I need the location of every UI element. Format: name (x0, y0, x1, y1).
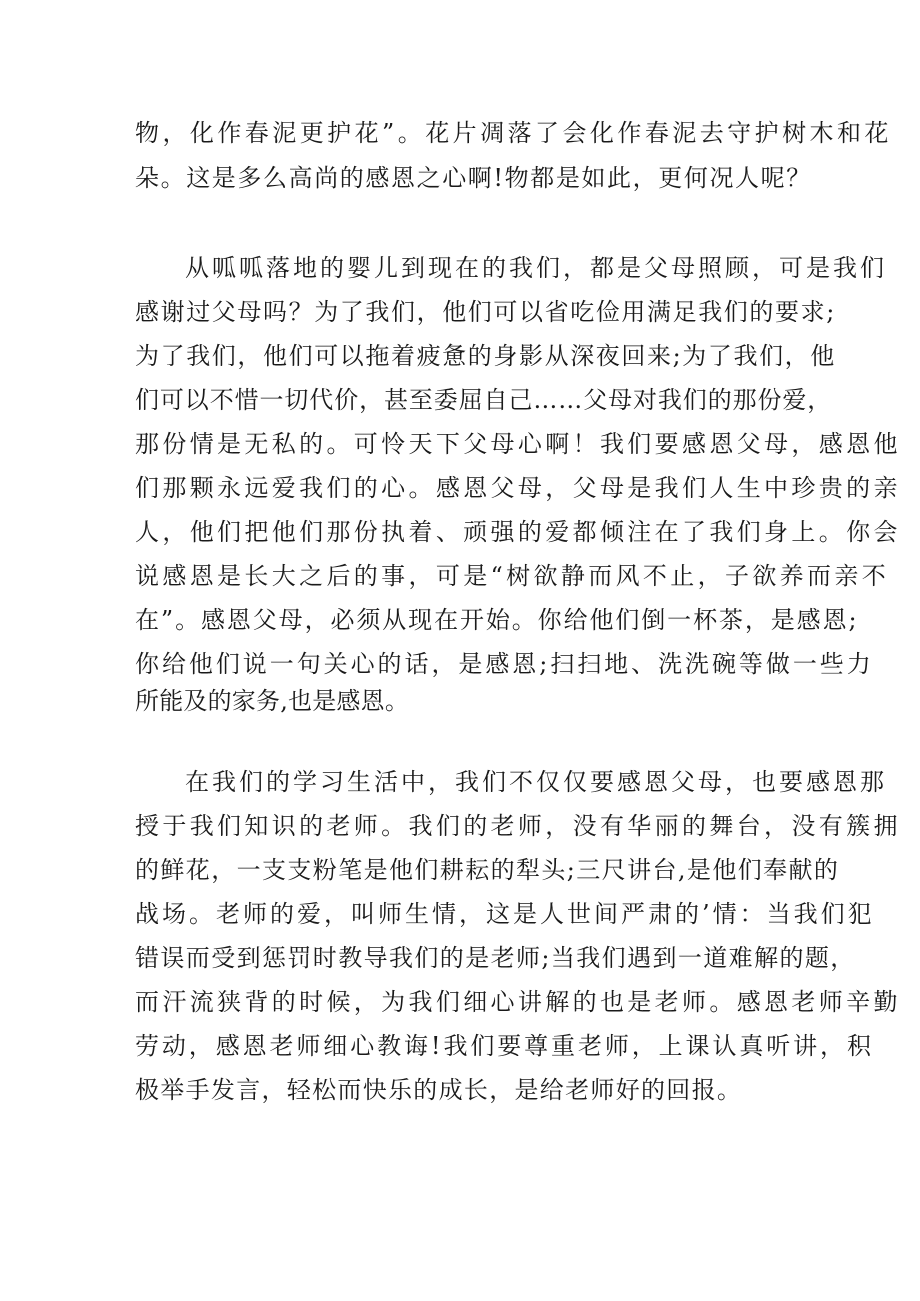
text-line: 为了我们，他们可以拖着疲惫的身影从深夜回来;为了我们，他 (135, 342, 836, 370)
text-line: 授于我们知识的老师。我们的老师，没有华丽的舞台，没有簇拥 (135, 812, 901, 840)
text-line: 物，化作春泥更护花”。花片凋落了会化作春泥去守护树木和花 (135, 119, 892, 147)
text-line: 从呱呱落地的婴儿到现在的我们，都是父母照顾，可是我们 (185, 254, 887, 282)
text-line: 所能及的家务,也是感恩。 (135, 687, 410, 715)
text-line: 错误而受到惩罚时教导我们的是老师;当我们遇到一道难解的题， (135, 944, 856, 972)
text-line: 你给他们说一句关心的话，是感恩;扫扫地、洗洗碗等做一些力 (135, 650, 874, 678)
text-line: 劳动，感恩老师细心教诲!我们要尊重老师，上课认真听讲，积 (135, 1032, 874, 1060)
text-line: 战场。老师的爱，叫师生情，这是人世间严肃的’情：当我们犯 (135, 900, 875, 928)
text-line: 极举手发言，轻松而快乐的成长，是给老师好的回报。 (135, 1076, 743, 1104)
text-line: 的鲜花，一支支粉笔是他们耕耘的犁头;三尺讲台,是他们奉献的 (135, 856, 840, 884)
text-line: 们那颗永远爱我们的心。感恩父母，父母是我们人生中珍贵的亲 (135, 474, 901, 502)
text-line: 那份情是无私的。可怜天下父母心啊！我们要感恩父母，感恩他 (135, 430, 901, 458)
text-line: 朵。这是多么高尚的感恩之心啊!物都是如此，更何况人呢？ (135, 164, 812, 192)
text-line: 在”。感恩父母，必须从现在开始。你给他们倒一杯茶，是感恩; (135, 606, 859, 634)
text-line: 说感恩是长大之后的事，可是“树欲静而风不止，子欲养而亲不 (135, 562, 890, 590)
text-line: 人，他们把他们那份执着、顽强的爱都倾注在了我们身上。你会 (135, 518, 901, 546)
text-line: 感谢过父母吗？为了我们，他们可以省吃俭用满足我们的要求; (135, 298, 836, 326)
text-line: 们可以不惜一切代价，甚至委屈自己……父母对我们的那份爱， (135, 386, 833, 414)
text-line: 在我们的学习生活中，我们不仅仅要感恩父母，也要感恩那 (185, 768, 887, 796)
text-line: 而汗流狭背的时候，为我们细心讲解的也是老师。感恩老师辛勤 (135, 988, 901, 1016)
